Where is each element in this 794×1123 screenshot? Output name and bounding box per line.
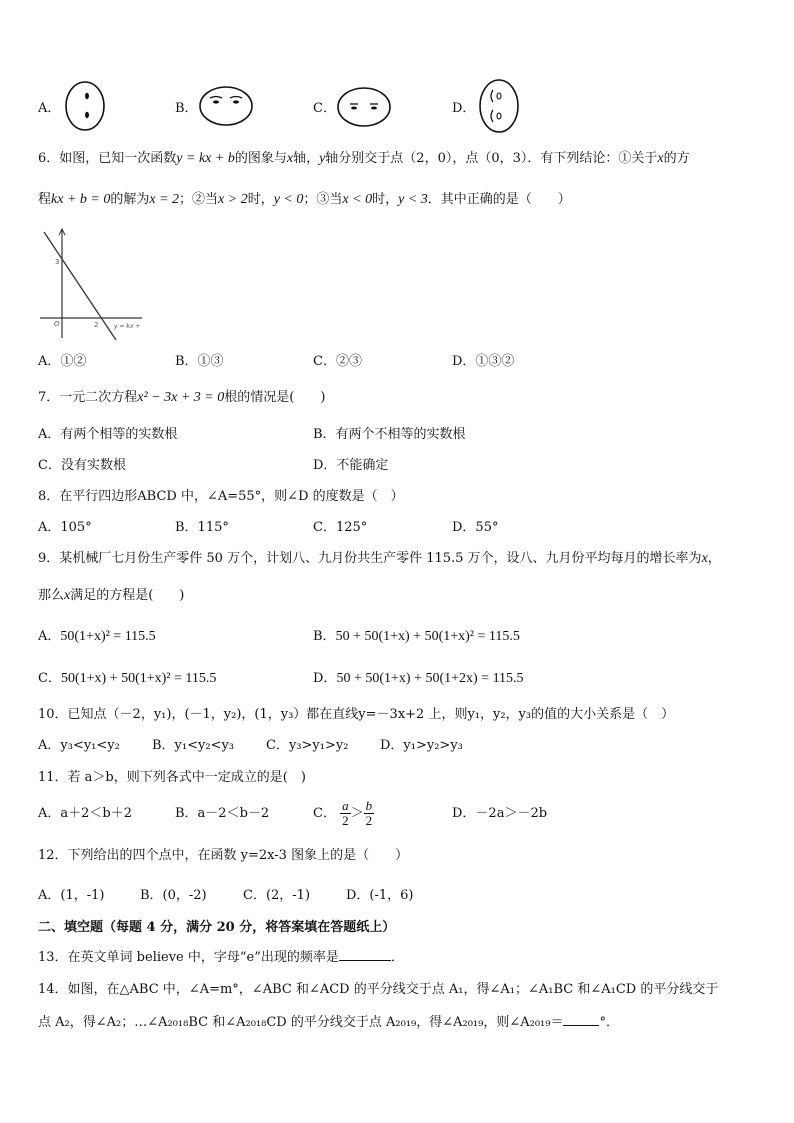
q6-text: 轴， [293, 151, 320, 166]
q9-stem-line2 [38, 587, 184, 605]
q5-option-a-letter: A． [38, 101, 61, 116]
q6-formula-y: y = kx + b [176, 151, 235, 166]
fraction-b-over-2 [364, 799, 375, 828]
q8-option-b: B．115° [175, 520, 229, 535]
q6-text: 的图象与 [234, 151, 287, 166]
q12-option-d: D．(-1，6) [346, 888, 414, 903]
fraction-denominator: 2 [342, 813, 349, 828]
q14-text: °． [599, 1015, 619, 1030]
q9-option-formula: 50 + 50(1+x) + 50(1+2x) = 115.5 [336, 671, 524, 686]
q9-var-x: x [64, 588, 71, 603]
q9-option-b [313, 628, 520, 646]
q9-option-formula: 50 + 50(1+x) + 50(1+x)² = 115.5 [335, 629, 520, 644]
q11-option-a: A．a＋2＜b＋2 [38, 806, 133, 821]
label-origin: O [54, 320, 60, 328]
q10-option-b: B．y₁<y₂<y₃ [152, 738, 235, 753]
q6-text: 时， [247, 192, 274, 207]
q14-stem-line2 [38, 1013, 619, 1032]
q7-option-b: B．有两个不相等的实数根 [313, 427, 466, 442]
q6-formula-cond: y < 0 [273, 192, 304, 207]
q6-formula-cond: x > 2 [218, 192, 248, 207]
face-circled-dots-icon [476, 78, 522, 134]
section-title-fill-in: 二、填空题（每题 4 分，满分 20 分，将答案填在答题纸上） [38, 920, 396, 935]
q5-option-d-letter: D． [452, 101, 476, 116]
q13-text: 13．在英文单词 believe 中，字母“e”出现的频率是 [38, 950, 339, 965]
q6-function-graph [36, 226, 146, 344]
q5-option-b-letter: B． [175, 101, 198, 116]
face-eyebrows-icon [198, 85, 254, 127]
q9-option-formula: 50(1+x)² = 115.5 [60, 629, 156, 644]
q6-formula-cond: y < 3 [398, 192, 428, 207]
q9-option-letter: A． [38, 629, 61, 644]
q7-option-d: D．不能确定 [313, 458, 389, 473]
q6-stem-line2 [38, 191, 571, 209]
q6-option-a: A．①② [38, 354, 87, 369]
q11-option-b: B．a－2＜b－2 [175, 806, 270, 821]
q8-option-c: C．125° [313, 520, 368, 535]
q6-var-x: x [286, 151, 294, 166]
q13-text: ． [390, 950, 404, 965]
q12-option-a: A．(1，-1) [38, 888, 105, 903]
q12-option-b: B．(0，-2) [140, 888, 207, 903]
q8-option-d: D．55° [452, 520, 499, 535]
q6-text: 的解为 [110, 192, 150, 207]
fraction-numerator: a [342, 798, 349, 813]
q6-text: 的方 [663, 151, 690, 166]
q9-option-formula: 50(1+x) + 50(1+x)² = 115.5 [60, 671, 217, 686]
q7-text: 根的情况是( ) [224, 390, 326, 405]
q6-option-c: C．②③ [313, 354, 362, 369]
q6-formula-sol: x = 2 [149, 192, 180, 207]
q10-stem: 10．已知点（－2，y₁)，(－1，y₂)，(1，y₃）都在直线y=－3x+2 上，则y₁，y₂，y₃的值的大小关系是（ ） [38, 707, 675, 722]
q6-option-b: B．①③ [175, 354, 224, 369]
q5-option-c-letter: C． [313, 101, 336, 116]
q9-text: 9．某机械厂七月份生产零件 50 万个，计划八、九月份共生产零件 115.5 万个，设八、九月份平均每月的增长率为 [38, 551, 702, 566]
q7-option-c: C．没有实数根 [38, 458, 126, 473]
q11-stem: 11．若 a＞b，则下列各式中一定成立的是( ) [38, 770, 306, 785]
q9-option-letter: D． [313, 671, 337, 686]
q11-option-c [313, 796, 374, 832]
q7-option-a: A．有两个相等的实数根 [38, 427, 178, 442]
q9-option-c [38, 670, 216, 688]
q6-text: ；②当 [179, 192, 219, 207]
q10-option-a: A．y₃<y₁<y₂ [38, 738, 120, 753]
q7-stem [38, 389, 325, 407]
q6-option-d: D．①③② [452, 354, 515, 369]
q9-option-a [38, 628, 156, 646]
q8-option-a: A．105° [38, 520, 92, 535]
q12-option-c: C．(2，-1) [243, 888, 311, 903]
q9-option-letter: B． [313, 629, 336, 644]
q6-formula-eq: kx + b = 0 [51, 192, 111, 207]
q9-text: 那么 [38, 588, 65, 603]
q6-text: 时， [372, 192, 399, 207]
q14-stem-line1: 14．如图，在△ABC 中，∠A=m°，∠ABC 和∠ACD 的平分线交于点 A₁，得∠A₁；∠A₁BC 和∠A₁CD 的平分线交于 [38, 982, 719, 997]
q9-text: 满足的方程是( ) [70, 588, 185, 603]
q6-text: ；③当 [303, 192, 343, 207]
q11-gt-sign: ＞ [350, 806, 364, 821]
q10-option-d: D．y₁>y₂>y₃ [380, 738, 463, 753]
q8-stem: 8．在平行四边形ABCD 中，∠A=55°，则∠D 的度数是（ ） [38, 489, 404, 504]
q6-text: 程 [38, 192, 52, 207]
q9-var-x: x [701, 551, 708, 566]
label-y3: 3 [55, 258, 60, 266]
fraction-a-over-2 [340, 799, 351, 828]
q9-text: ， [707, 551, 721, 566]
q6-var-y: y [319, 151, 326, 166]
face-dashes-icon [336, 86, 392, 128]
q6-text: 6．如图，已知一次函数 [38, 151, 177, 166]
q13-stem [38, 948, 404, 967]
q6-text: 轴分别交于点（2，0），点（0，3）．有下列结论：①关于 [325, 151, 658, 166]
q12-stem: 12．下列给出的四个点中，在函数 y=2x-3 图象上的是（ ） [38, 848, 409, 863]
q14-text: 点 A₂，得∠A₂；…∠A₂₀₁₈BC 和∠A₂₀₁₈CD 的平分线交于点 A₂₀₁₉，得∠A₂₀₁₉，则∠A₂₀₁₉＝ [38, 1015, 564, 1030]
q6-text: ．其中正确的是（ ） [427, 192, 571, 207]
answer-blank[interactable] [339, 948, 391, 961]
q6-var-x: x [657, 151, 664, 166]
fraction-denominator: 2 [365, 813, 373, 828]
q9-option-letter: C． [38, 671, 61, 686]
face-dots-vertical-icon [62, 80, 108, 132]
q6-stem-line1 [38, 150, 690, 168]
fraction-numerator: b [365, 798, 373, 813]
answer-blank[interactable] [563, 1013, 599, 1026]
q11-option-d: D．－2a＞－2b [452, 806, 548, 821]
q7-text: 7．一元二次方程 [38, 390, 138, 405]
q7-equation: x² − 3x + 3 = 0 [137, 390, 225, 405]
q9-stem-line1 [38, 550, 721, 568]
q11-option-letter: C． [313, 806, 336, 821]
label-line: y = kx + [114, 323, 141, 330]
q6-formula-cond: x < 0 [342, 192, 373, 207]
q9-option-d [313, 670, 524, 688]
label-x2: 2 [94, 321, 99, 329]
q10-option-c: C．y₃>y₁>y₂ [266, 738, 349, 753]
